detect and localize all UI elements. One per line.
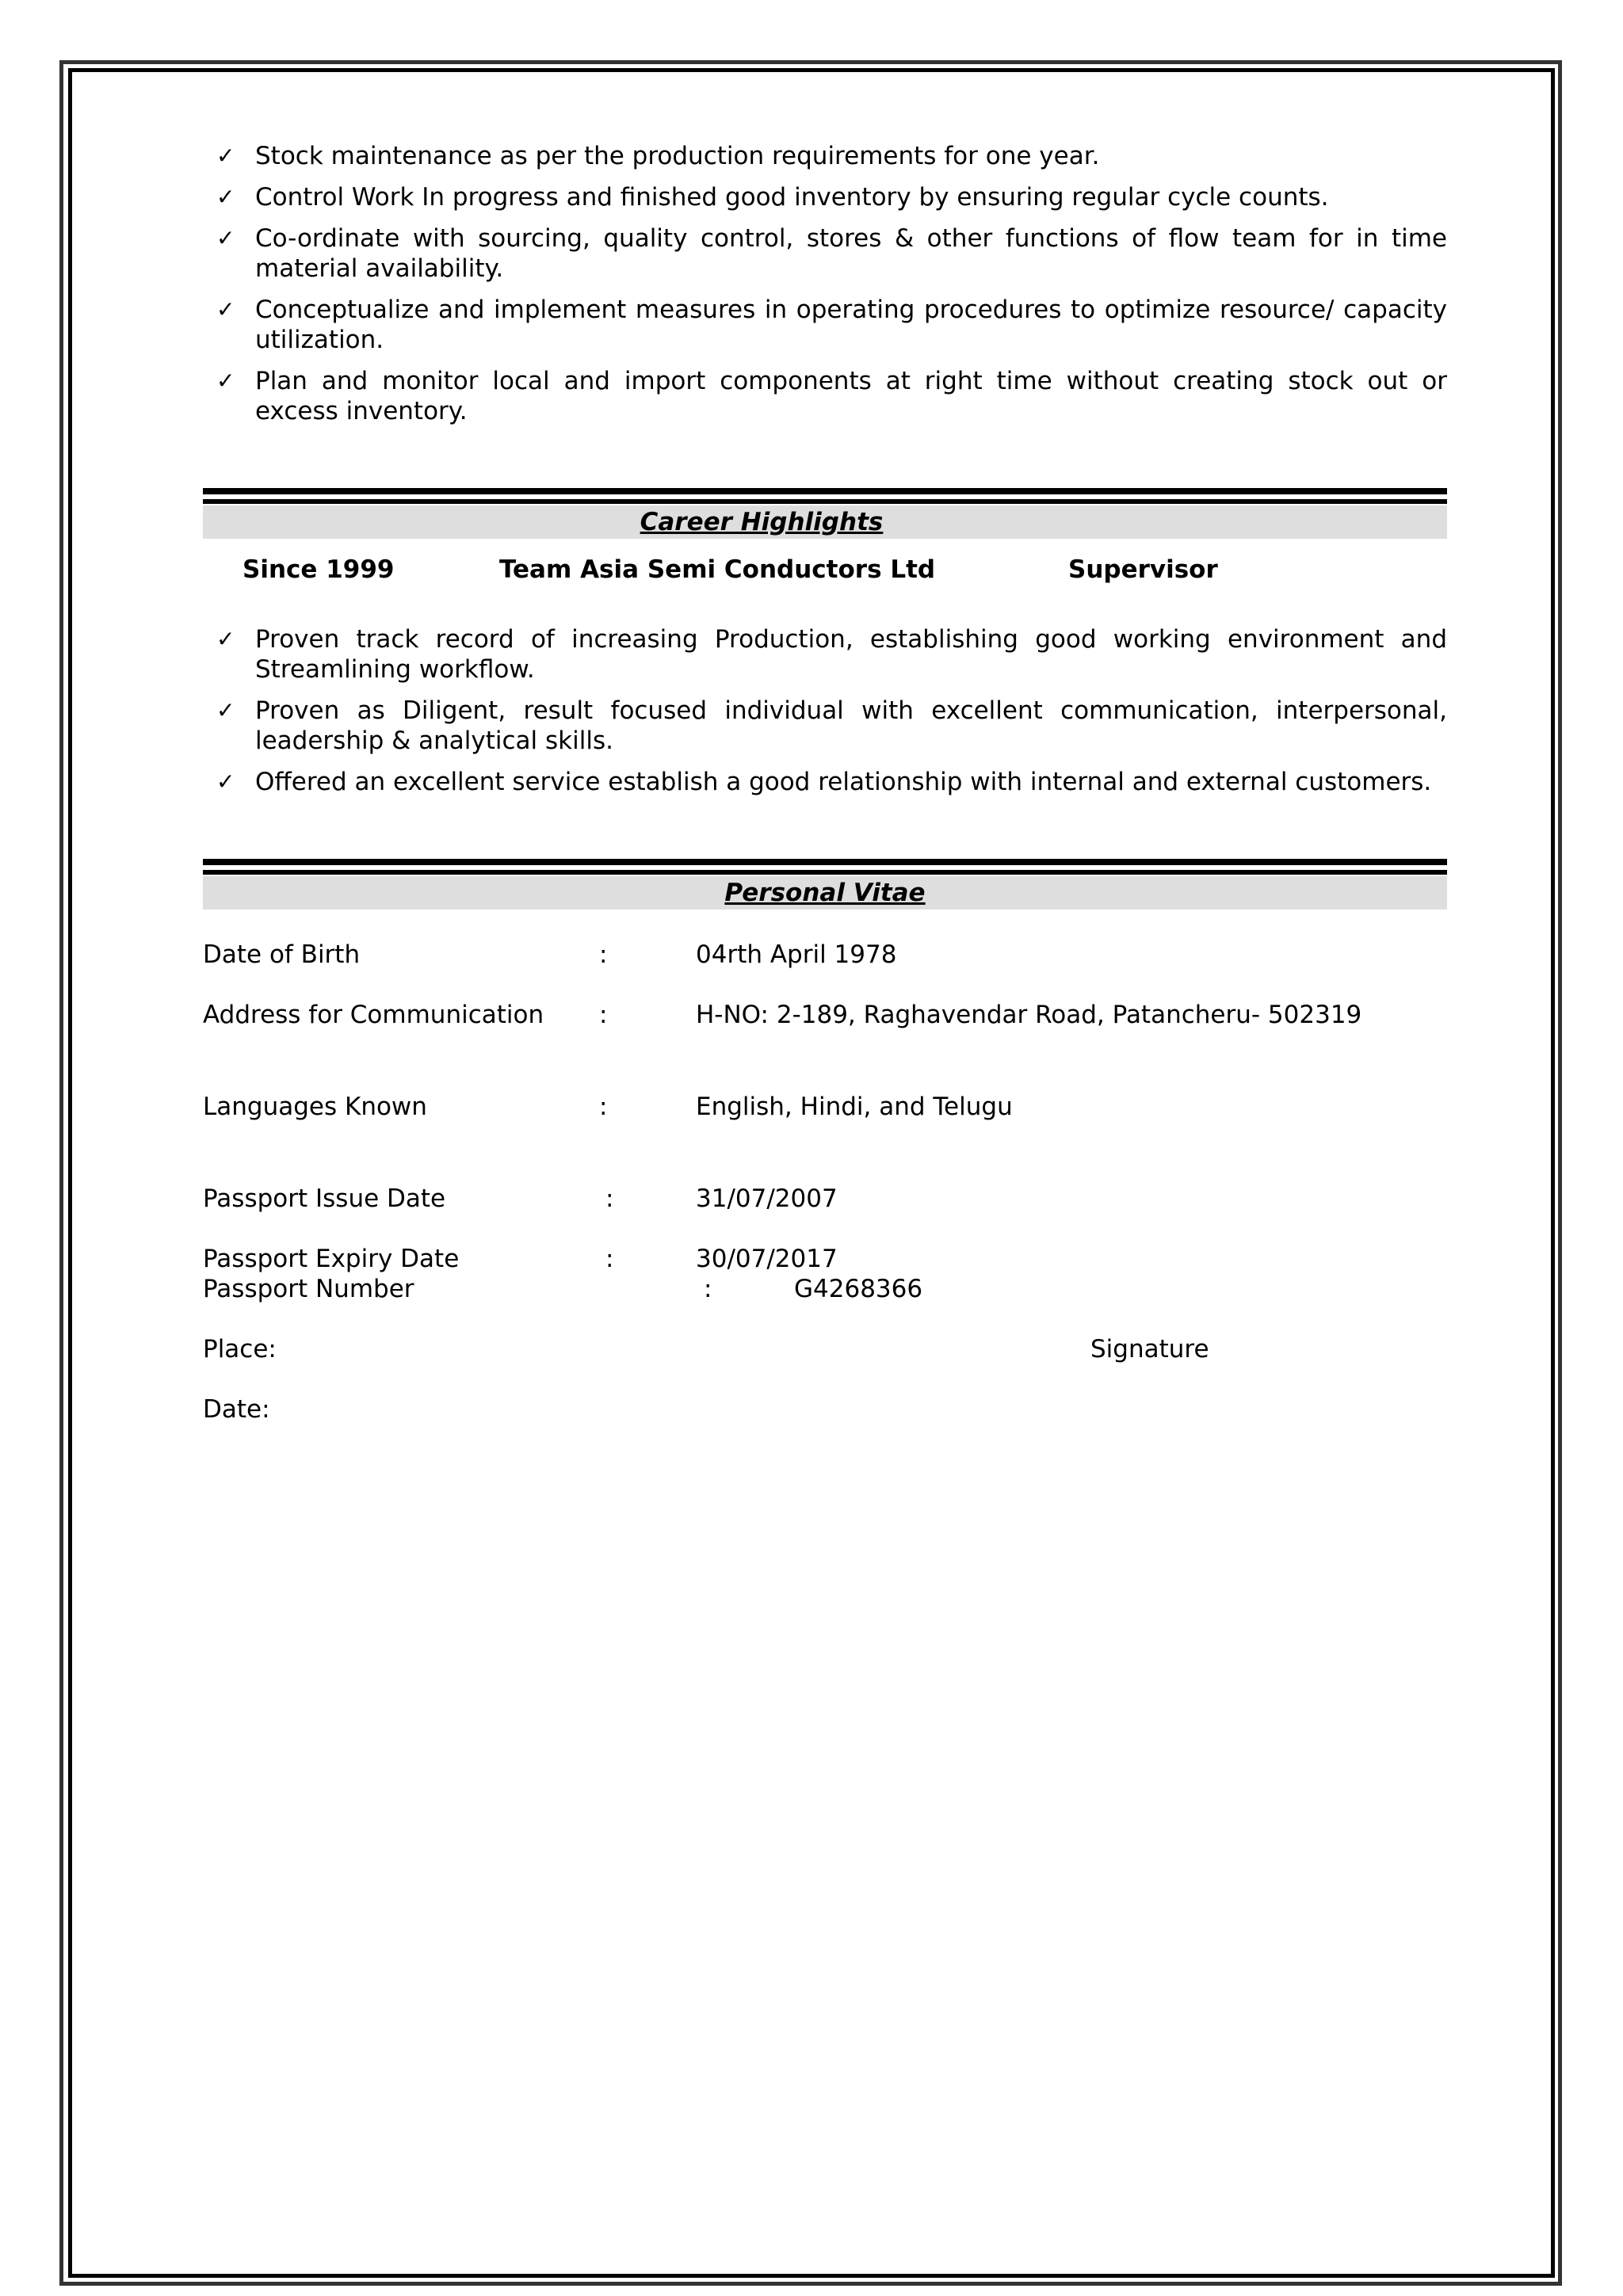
divider	[203, 859, 1447, 865]
vitae-row-address	[203, 1000, 1447, 1032]
section-title: Personal Vitae	[724, 879, 926, 907]
check-icon: ✓	[216, 225, 235, 251]
vitae-row-passport-issue	[203, 1184, 1447, 1215]
resume-page	[203, 141, 1447, 1426]
vitae-value: 04rth April 1978	[696, 940, 897, 969]
vitae-label: Passport Expiry Date	[203, 1245, 460, 1273]
divider	[203, 499, 1447, 504]
vitae-row-passport-number	[203, 1274, 1447, 1306]
vitae-separator: :	[599, 1001, 608, 1029]
check-icon: ✓	[216, 769, 235, 795]
vitae-value: G4268366	[794, 1275, 923, 1303]
personal-vitae-header	[203, 859, 1447, 910]
vitae-row-passport-expiry	[203, 1244, 1447, 1276]
divider	[203, 488, 1447, 494]
check-icon: ✓	[216, 296, 235, 322]
vitae-value: English, Hindi, and Telugu	[696, 1093, 1013, 1121]
career-period: Since 1999	[242, 555, 395, 584]
signature-label: Signature	[1090, 1335, 1209, 1363]
list-item: ✓ Proven as Diligent, result focused individual with excellent communication, interpersonal, leadership & analytical skills.	[216, 696, 1447, 755]
career-highlights-header	[203, 488, 1447, 539]
vitae-row-dob	[203, 940, 1447, 971]
list-item: ✓ Stock maintenance as per the production requirements for one year.	[216, 142, 1100, 170]
check-icon: ✓	[216, 626, 235, 652]
list-item: ✓ Offered an excellent service establish a good relationship with internal and external customers.	[216, 768, 1432, 796]
vitae-value: 30/07/2017	[696, 1245, 838, 1273]
vitae-separator: :	[599, 940, 608, 969]
vitae-value: 31/07/2007	[696, 1184, 838, 1213]
vitae-separator: :	[704, 1275, 712, 1303]
vitae-label: Languages Known	[203, 1093, 427, 1121]
career-entry	[203, 555, 1447, 586]
list-item: ✓ Proven track record of increasing Production, establishing good working environment and Streamlining workflow.	[216, 625, 1447, 684]
footer-place-row	[203, 1334, 1447, 1366]
vitae-label: Passport Number	[203, 1275, 414, 1303]
check-icon: ✓	[216, 184, 235, 210]
vitae-separator: :	[605, 1245, 614, 1273]
place-label: Place:	[203, 1335, 277, 1363]
date-label: Date:	[203, 1395, 270, 1424]
list-item: ✓ Co-ordinate with sourcing, quality control, stores & other functions of flow team for in time material availability.	[216, 224, 1447, 283]
list-item: ✓ Control Work In progress and finished good inventory by ensuring regular cycle counts.	[216, 183, 1329, 212]
list-item: ✓ Conceptualize and implement measures in operating procedures to optimize resource/ capacity utilization.	[216, 296, 1447, 354]
check-icon: ✓	[216, 368, 235, 394]
career-role: Supervisor	[1068, 555, 1218, 584]
list-item: ✓ Plan and monitor local and import components at right time without creating stock out or excess inventory.	[216, 367, 1447, 425]
vitae-label: Passport Issue Date	[203, 1184, 446, 1213]
vitae-row-languages	[203, 1092, 1447, 1123]
divider	[203, 870, 1447, 875]
vitae-label: Date of Birth	[203, 940, 361, 969]
vitae-value: H-NO: 2-189, Raghavendar Road, Patancheru- 502319	[696, 1001, 1362, 1029]
section-title: Career Highlights	[640, 508, 884, 536]
vitae-label: Address for Communication	[203, 1001, 544, 1029]
vitae-separator: :	[599, 1093, 608, 1121]
career-highlights-list	[203, 624, 1447, 797]
check-icon: ✓	[216, 143, 235, 169]
vitae-separator: :	[605, 1184, 614, 1213]
check-icon: ✓	[216, 697, 235, 723]
career-company: Team Asia Semi Conductors Ltd	[499, 555, 936, 584]
footer-date-row	[203, 1394, 1447, 1426]
responsibilities-list	[203, 141, 1447, 426]
